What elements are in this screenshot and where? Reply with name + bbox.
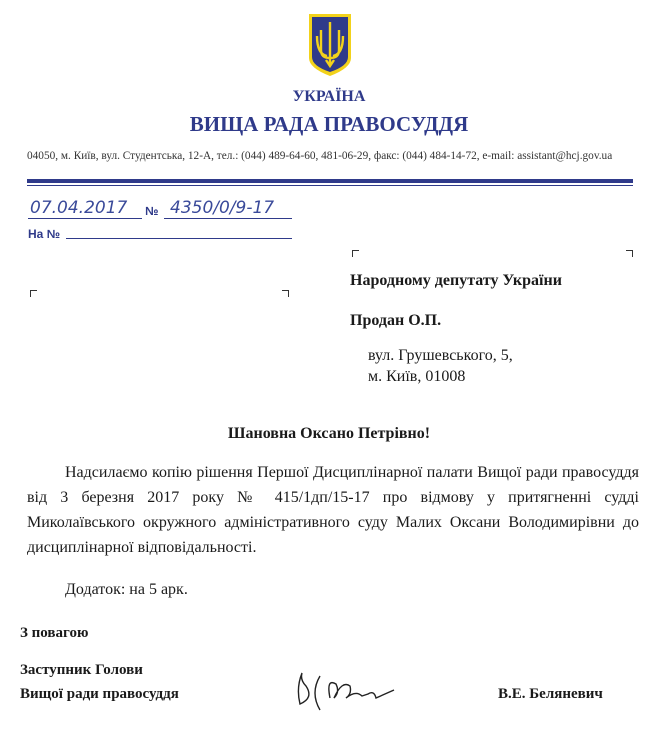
country-name: УКРАЇНА: [292, 88, 366, 105]
signer-name: В.Е. Беляневич: [498, 686, 603, 702]
corner-mark: [626, 250, 633, 257]
reply-label: На №: [28, 227, 61, 241]
recipient-title: Народному депутату України: [350, 272, 562, 289]
contact-info: 04050, м. Київ, вул. Студентська, 12-А, тел.: (044) 489-64-60, 481-06-29, факс: (044) 484-14-72, e-mail: assistant@hcj.gov.ua: [27, 150, 613, 162]
corner-mark: [282, 290, 289, 297]
date-value: 07.04.2017: [30, 198, 128, 218]
organization-name: ВИЩА РАДА ПРАВОСУДДЯ: [189, 112, 469, 136]
corner-mark: [30, 290, 37, 297]
letter-body: Надсилаємо копію рішення Першої Дисциплінарної палати Вищої ради правосуддя від 3 березня 2017 року № 415/1дп/15-17 про відмову у притягненні судді Миколаївського окружного адміністративного суду Малих Оксани Володимирівни до дисциплінарної відповідальності.: [27, 464, 639, 556]
coat-of-arms-icon: [307, 12, 353, 78]
header-divider-thin: [27, 185, 633, 186]
number-label: №: [145, 204, 159, 218]
closing-regards: З повагою: [20, 625, 89, 641]
date-field: [28, 198, 142, 219]
recipient-address-line2: м. Київ, 01008: [368, 368, 466, 385]
attachment-note: Додаток: на 5 арк.: [65, 581, 188, 598]
number-field: [164, 198, 292, 219]
number-value: 4350/0/9-17: [170, 198, 275, 218]
signer-position-line1: Заступник Голови: [20, 662, 143, 678]
greeting: Шановна Оксано Петрівно!: [227, 425, 431, 442]
recipient-name: Продан О.П.: [350, 312, 442, 329]
reply-field: [66, 238, 292, 239]
signer-position-line2: Вищої ради правосуддя: [20, 686, 179, 702]
recipient-address-line1: вул. Грушевського, 5,: [368, 347, 513, 364]
handwritten-signature: [290, 668, 405, 713]
corner-mark: [352, 250, 359, 257]
header-divider-thick: [27, 179, 633, 183]
